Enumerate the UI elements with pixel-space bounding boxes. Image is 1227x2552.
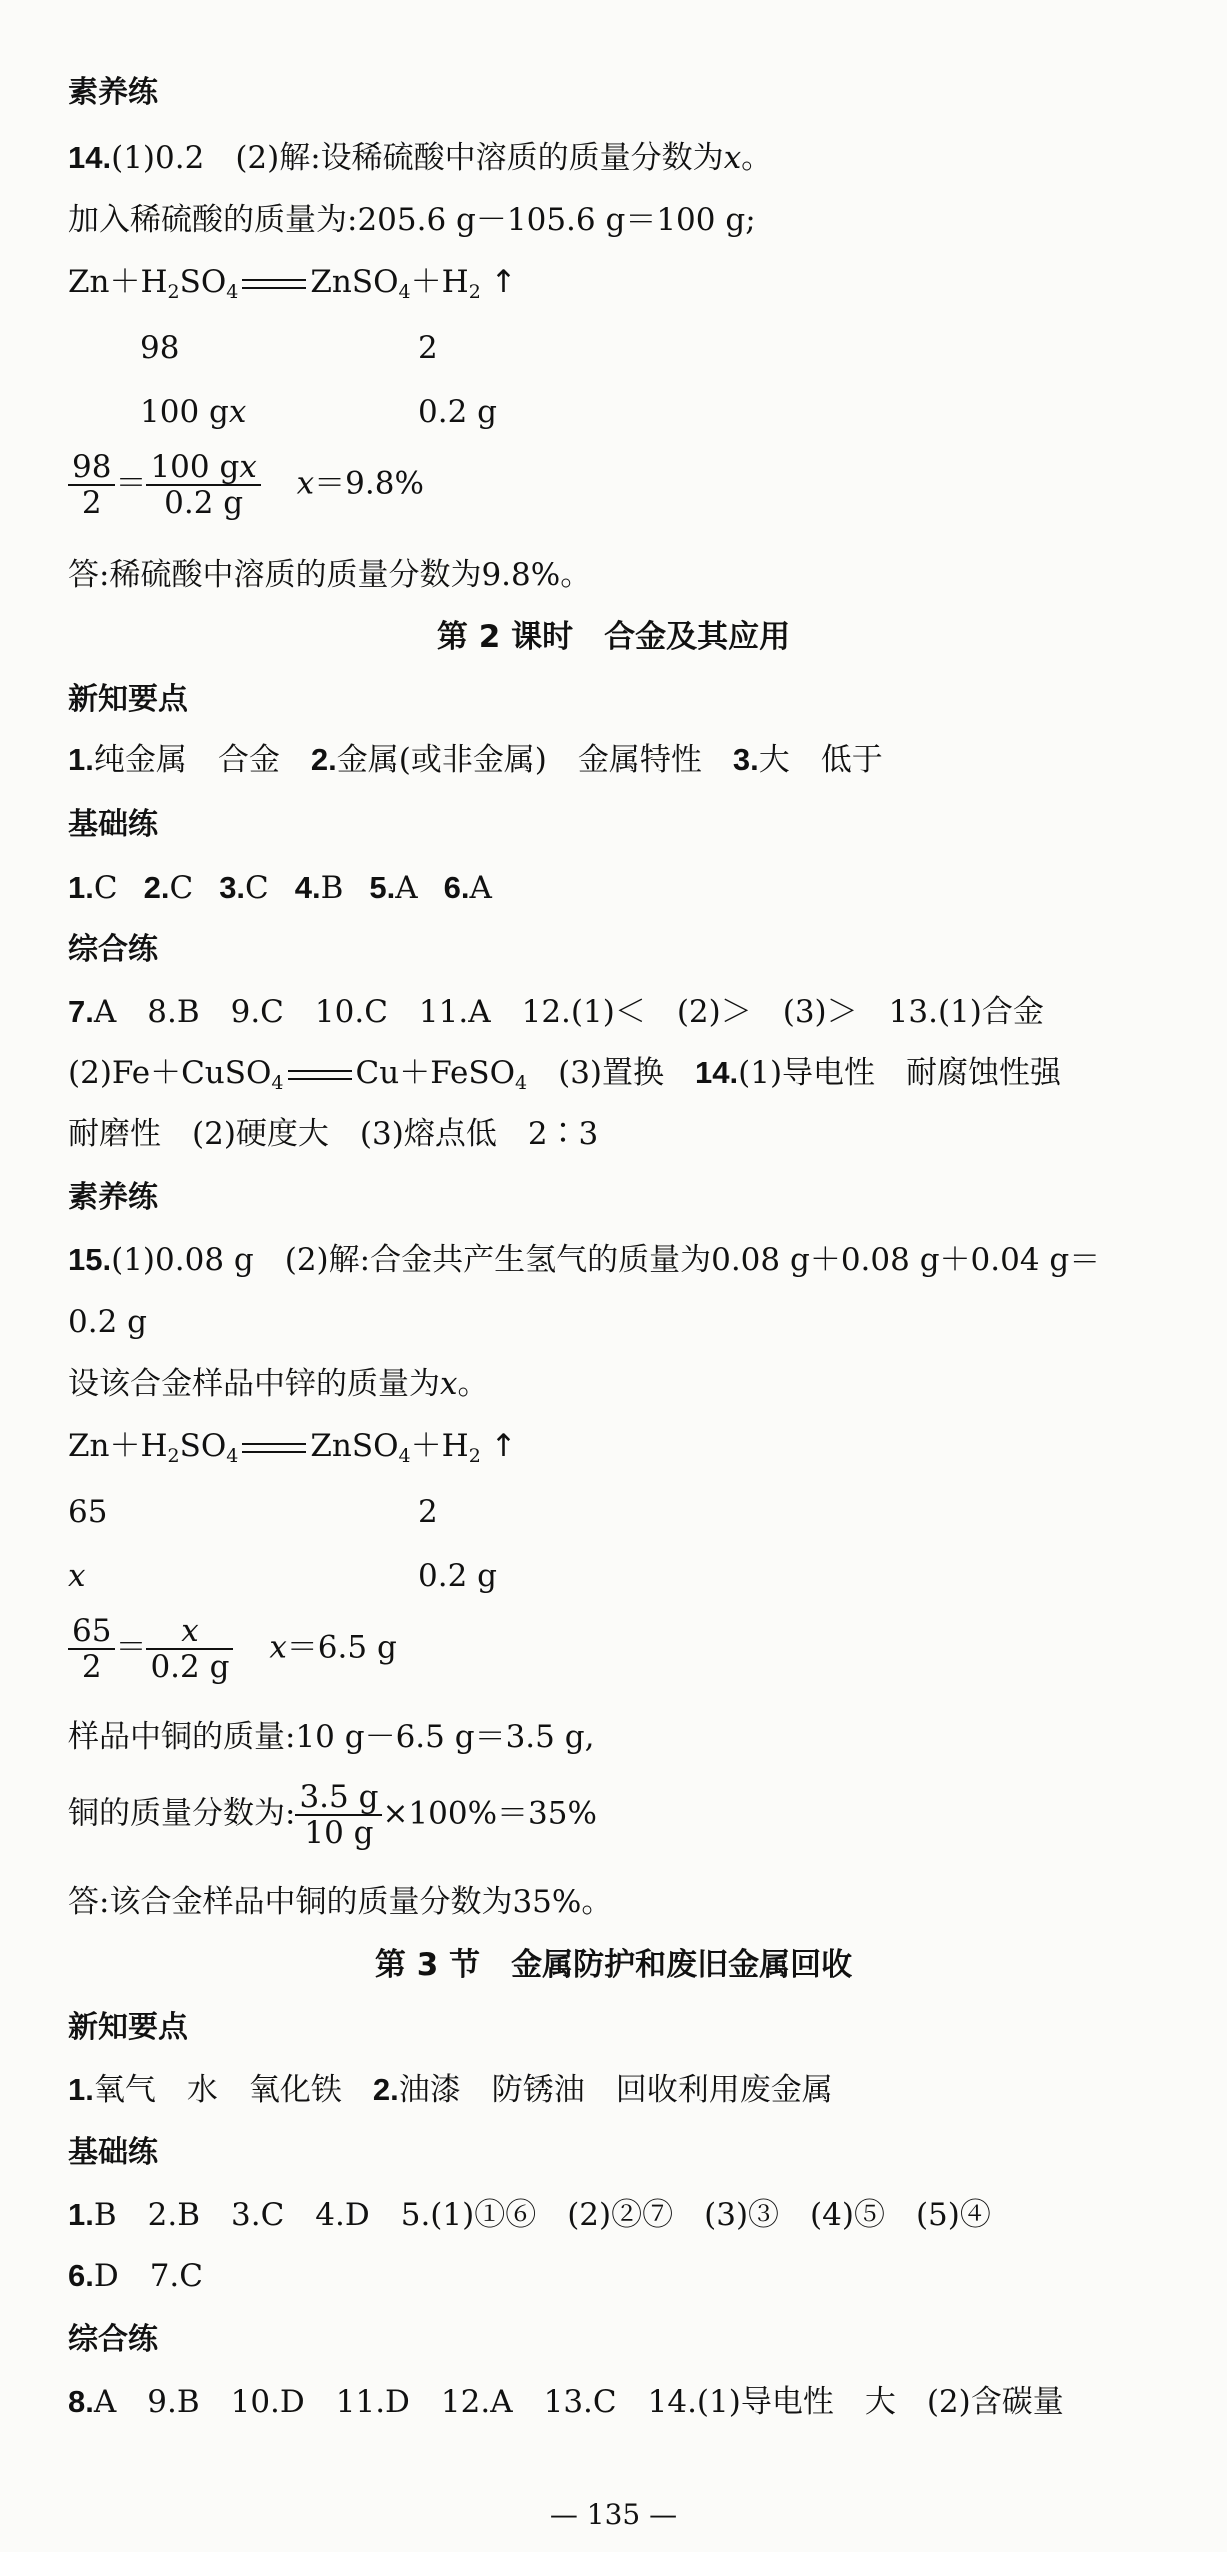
- eq1-given: 100 gx: [140, 394, 247, 430]
- q15-setup: 设该合金样品中锌的质量为: [68, 1366, 440, 1402]
- comp-part3: (3)置换: [527, 1055, 696, 1091]
- answers: D 7.C: [93, 2258, 204, 2294]
- answer: C: [245, 870, 269, 906]
- eq2-val2: 0.2 g: [418, 1558, 497, 1594]
- section-head: 新知要点: [68, 2010, 188, 2045]
- equation-2: $Zn+H_2SO_4$ $ZnSO_4+H_2$ ↑: [68, 1428, 517, 1467]
- basic-answers-3b: 6.D 7.C: [68, 2258, 204, 2294]
- key-points-3: 1.氧气 水 氧化铁 2.油漆 防锈油 回收利用废金属: [68, 2072, 833, 2108]
- eq1-val2: 0.2 g: [418, 394, 497, 430]
- section-title: 第 3 节 金属防护和废旧金属回收: [374, 1947, 853, 1983]
- answers: A 9.B 10.D 11.D 12.A 13.C 14.(1)导电性 大 (2)含碳量: [93, 2384, 1064, 2420]
- proportion-1: $\frac{98}{2}$ ＝ $\frac{100 gx}{0.2 g}$ x＝9.8%: [68, 450, 424, 520]
- answer: A: [469, 870, 492, 906]
- answer: A: [395, 870, 418, 906]
- comprehensive-line1: 7.A 8.B 9.C 10.C 11.A 12.(1)＜ (2)＞ (3)＞ 13.(1)合金: [68, 994, 1044, 1030]
- kp-2: 油漆 防锈油 回收利用废金属: [398, 2072, 833, 2108]
- var-x: x: [723, 140, 742, 176]
- section-head: 基础练: [68, 807, 158, 842]
- equation-1: $Zn+H_2SO_4$ $ZnSO_4+H_2$ ↑: [68, 264, 517, 303]
- frac4-den: 0.2 g: [150, 1649, 230, 1685]
- solution-2: ＝6.5 g: [286, 1629, 397, 1666]
- eq2-ratio: 65: [68, 1494, 108, 1530]
- fraction-label: 铜的质量分数为:: [68, 1795, 296, 1832]
- q14-line2: 加入稀硫酸的质量为:205.6 g－105.6 g＝100 g;: [68, 202, 756, 238]
- basic-answers-3a: 1.B 2.B 3.C 4.D 5.(1)①⑥ (2)②⑦ (3)③ (4)⑤ (5)④: [68, 2197, 991, 2233]
- section-head: 新知要点: [68, 682, 188, 717]
- section-head: 基础练: [68, 2135, 158, 2170]
- answer: C: [93, 870, 118, 906]
- q15-copper-mass: 样品中铜的质量:10 g－6.5 g＝3.5 g,: [68, 1719, 595, 1755]
- solution-1: ＝9.8%: [314, 465, 424, 502]
- kp-3: 大 低于: [758, 742, 883, 778]
- kp-1: 纯金属 合金: [93, 742, 311, 778]
- frac3-den: 2: [81, 1649, 102, 1685]
- frac2-num: 100 g: [150, 449, 240, 485]
- kp-2: 金属(或非金属) 金属特性: [336, 742, 733, 778]
- comprehensive-line2: (2)Fe＋CuSO$_4$ Cu＋FeSO$_4$ (3)置换 14.(1)导电性 耐腐蚀性强: [68, 1055, 1062, 1094]
- q15-line2: 0.2 g: [68, 1304, 147, 1340]
- answer-2: 答:该合金样品中铜的质量分数为35%。: [68, 1884, 613, 1920]
- eq1-ratio-2: 2: [418, 330, 438, 366]
- frac1-den: 2: [81, 485, 102, 521]
- comprehensive-line3: 耐磨性 (2)硬度大 (3)熔点低 2∶3: [68, 1116, 599, 1152]
- section-head: 综合练: [68, 2322, 158, 2357]
- q-number: 14.: [68, 140, 112, 175]
- section-title: 第 2 课时 合金及其应用: [436, 619, 791, 655]
- page-number: — 135 —: [549, 2498, 678, 2531]
- frac2-den: 0.2 g: [164, 485, 244, 521]
- answer-1: 答:稀硫酸中溶质的质量分数为9.8%。: [68, 557, 592, 593]
- section-head: 素养练: [68, 75, 158, 110]
- frac5-num: 3.5 g: [295, 1780, 382, 1816]
- eq1-ratio: 98: [140, 330, 180, 366]
- kp-1: 氧气 水 氧化铁: [93, 2072, 373, 2108]
- fraction-result: ×100%＝35%: [382, 1795, 597, 1832]
- eq2-ratio-2: 2: [418, 1494, 438, 1530]
- q14-line1: 14.(1)0.2 (2)解:设稀硫酸中溶质的质量分数为x。: [68, 140, 773, 176]
- frac1-num: 98: [68, 450, 115, 486]
- eq2-var: x: [68, 1558, 86, 1594]
- answer: C: [169, 870, 194, 906]
- proportion-2: $\frac{65}{2}$ ＝ $\frac{x}{0.2 g}$ x＝6.5 g: [68, 1614, 397, 1684]
- q15-text: (1)0.08 g (2)解:合金共产生氢气的质量为0.08 g＋0.08 g＋0.04 g＝: [111, 1242, 1101, 1278]
- eq-right: Cu＋FeSO: [355, 1055, 516, 1091]
- comp-answers: A 8.B 9.C 10.C 11.A 12.(1)＜ (2)＞ (3)＞ 13.(1)合金: [93, 994, 1044, 1030]
- q15-copper-fraction: [68, 1780, 597, 1850]
- answers: B 2.B 3.C 4.D 5.(1)①⑥ (2)②⑦ (3)③ (4)⑤ (5)④: [93, 2197, 991, 2233]
- q15-line3: 设该合金样品中锌的质量为x。: [68, 1366, 489, 1402]
- eq-left: (2)Fe＋CuSO: [68, 1055, 272, 1091]
- section-head: 综合练: [68, 932, 158, 967]
- comprehensive-3: 8.A 9.B 10.D 11.D 12.A 13.C 14.(1)导电性 大 (2)含碳量: [68, 2384, 1064, 2420]
- frac5-den: 10 g: [304, 1815, 374, 1851]
- answer: B: [320, 870, 344, 906]
- key-points: 1.纯金属 合金 2.金属(或非金属) 金属特性 3.大 低于: [68, 742, 883, 778]
- section-head: 素养练: [68, 1180, 158, 1215]
- frac3-num: 65: [68, 1614, 115, 1650]
- basic-answers: 1.C 2.C 3.C 4.B 5.A 6.A: [68, 870, 492, 906]
- eq1-val1: 100 g: [140, 394, 229, 430]
- q14-text: (1)0.2 (2)解:设稀硫酸中溶质的质量分数为: [111, 140, 724, 176]
- comp-part14: (1)导电性 耐腐蚀性强: [738, 1055, 1062, 1091]
- q15-line1: 15.(1)0.08 g (2)解:合金共产生氢气的质量为0.08 g＋0.08 g＋0.04 g＝: [68, 1242, 1101, 1278]
